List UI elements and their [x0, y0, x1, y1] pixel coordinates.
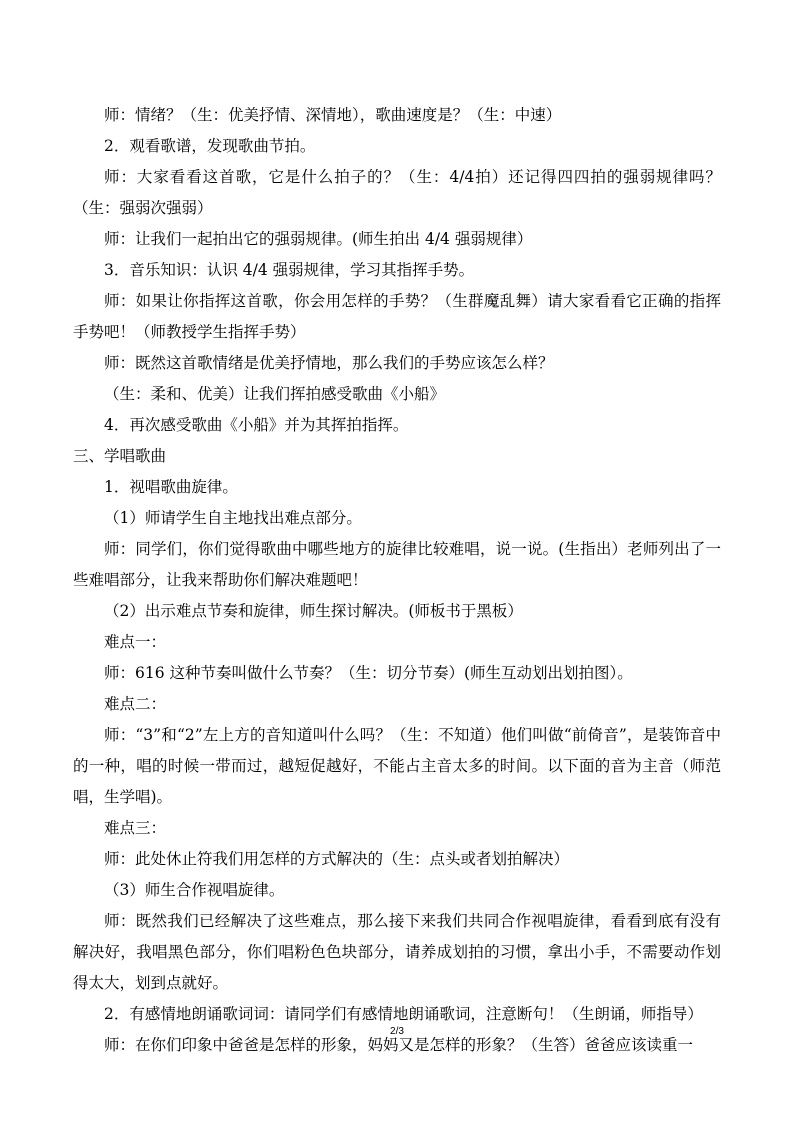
paragraph-3: 师：大家看看这首歌，它是什么拍子的？（生：4/4拍）还记得四四拍的强弱规律吗？（生：强弱次强弱） — [73, 168, 721, 217]
paragraph-14: （2）出示难点节奏和旋律，师生探讨解决。(师板书于黑板） — [104, 602, 523, 620]
paragraph-9: 4．再次感受歌曲《小船》并为其挥拍指挥。 — [104, 416, 409, 434]
paragraph-17: 难点二： — [104, 695, 167, 713]
paragraph-11: 1．视唱歌曲旋律。 — [104, 478, 238, 496]
paragraph-16: 师：616 这种节奏叫做什么节奏？（生：切分节奏）(师生互动划出划拍图）。 — [104, 664, 633, 682]
paragraph-20: 师：此处休止符我们用怎样的方式解决的（生：点头或者划拍解决） — [104, 850, 570, 868]
paragraph-22: 师：既然我们已经解决了这些难点，那么接下来我们共同合作视唱旋律，看看到底有没有解决好，我唱黑色部分，你们唱粉色色块部分，请养成划拍的习惯，拿出小手，不需要动作划得太大，划到点就好。 — [73, 912, 721, 992]
document-body — [73, 100, 721, 1061]
paragraph-18: 师：“3”和“2”左上方的音知道叫什么吗？（生：不知道）他们叫做“前倚音”，是装饰音中的一种，唱的时候一带而过，越短促越好，不能占主音太多的时间。以下面的音为主音（师范唱，生学唱)。 — [73, 726, 721, 806]
paragraph-1: 师：情绪？（生：优美抒情、深情地），歌曲速度是？（生：中速） — [104, 106, 562, 124]
paragraph-12: （1）师请学生自主地找出难点部分。 — [104, 509, 362, 527]
paragraph-21: （3）师生合作视唱旋律。 — [104, 881, 285, 899]
paragraph-2: 2．观看歌谱，发现歌曲节拍。 — [104, 137, 316, 155]
paragraph-24: 师：在你们印象中爸爸是怎样的形象，妈妈又是怎样的形象？（生答）爸爸应该读重一 — [104, 1036, 694, 1054]
paragraph-6: 师：如果让你指挥这首歌，你会用怎样的手势？（生群魔乱舞）请大家看看它正确的指挥手势吧！（师教授学生指挥手势） — [73, 292, 721, 341]
paragraph-7: 师：既然这首歌情绪是优美抒情地，那么我们的手势应该怎么样？ — [104, 354, 554, 372]
paragraph-4: 师：让我们一起拍出它的强弱规律。(师生拍出 4/4 强弱规律） — [104, 230, 533, 248]
paragraph-5: 3．音乐知识：认识 4/4 强弱规律，学习其指挥手势。 — [104, 261, 475, 279]
paragraph-8: （生：柔和、优美）让我们挥拍感受歌曲《小船》 — [104, 385, 446, 403]
paragraph-19: 难点三： — [104, 819, 167, 837]
paragraph-23: 2．有感情地朗诵歌词词：请同学们有感情地朗诵歌词，注意断句！（生朗诵，师指导） — [104, 1005, 703, 1023]
page-number: 2/3 — [390, 1026, 404, 1037]
section-heading: 三、学唱歌曲 — [73, 447, 167, 465]
paragraph-15: 难点一： — [104, 633, 167, 651]
paragraph-13: 师：同学们，你们觉得歌曲中哪些地方的旋律比较难唱，说一说。(生指出）老师列出了一些难唱部分，让我来帮助你们解决难题吧！ — [73, 540, 721, 589]
